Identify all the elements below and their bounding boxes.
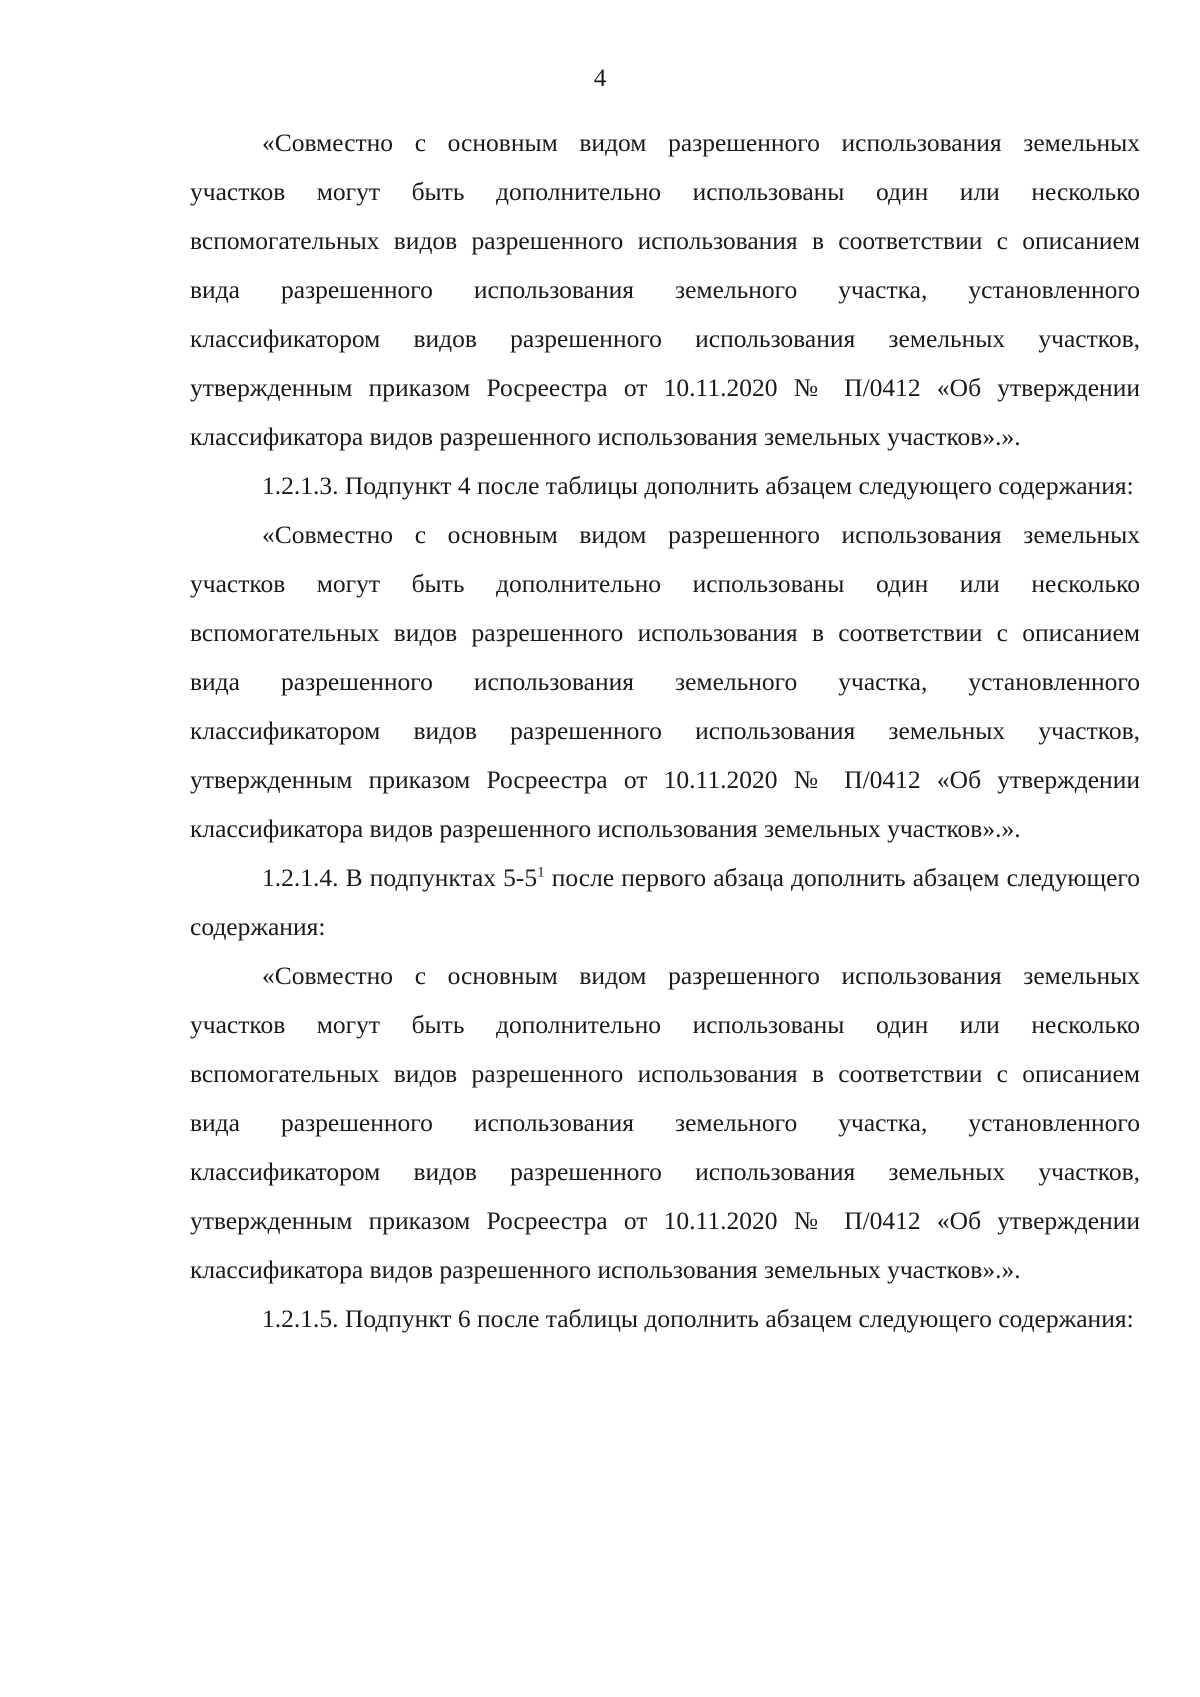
clause-1-2-1-4-text-start: 1.2.1.4. В подпунктах 5-5 bbox=[262, 863, 538, 892]
superscript-index: 1 bbox=[537, 864, 545, 881]
quote-paragraph-2: «Совместно с основным видом разрешенного использования земельных участков могут быть дополнительно использованы один или несколько вспомогательных видов разрешенного использования в соответствии с описанием вида разрешенного использования земельного участка, установленного классификатором видов разрешенного использования земельных участков, утвержденным приказом Росреестра от 10.11.2020 № П/0412 «Об утверждении классификатора видов разрешенного использования земельных участков».». bbox=[190, 520, 1140, 843]
clause-1-2-1-3: 1.2.1.3. Подпункт 4 после таблицы дополнить абзацем следующего содержания: bbox=[262, 471, 1134, 500]
quote-paragraph-3: «Совместно с основным видом разрешенного использования земельных участков могут быть дополнительно использованы один или несколько вспомогательных видов разрешенного использования в соответствии с описанием вида разрешенного использования земельного участка, установленного классификатором видов разрешенного использования земельных участков, утвержденным приказом Росреестра от 10.11.2020 № П/0412 «Об утверждении классификатора видов разрешенного использования земельных участков».». bbox=[190, 961, 1140, 1284]
clause-1-2-1-4 bbox=[190, 853, 1140, 951]
document-body bbox=[190, 118, 1140, 1343]
page-number: 4 bbox=[593, 65, 607, 92]
quote-paragraph-1: «Совместно с основным видом разрешенного использования земельных участков могут быть дополнительно использованы один или несколько вспомогательных видов разрешенного использования в соответствии с описанием вида разрешенного использования земельного участка, установленного классификатором видов разрешенного использования земельных участков, утвержденным приказом Росреестра от 10.11.2020 № П/0412 «Об утверждении классификатора видов разрешенного использования земельных участков».». bbox=[190, 128, 1140, 451]
clause-1-2-1-5: 1.2.1.5. Подпункт 6 после таблицы дополнить абзацем следующего содержания: bbox=[262, 1304, 1134, 1333]
clause-1-2-1-4-text-end: после первого абзаца дополнить абзацем следующего содержания: bbox=[190, 863, 1140, 941]
